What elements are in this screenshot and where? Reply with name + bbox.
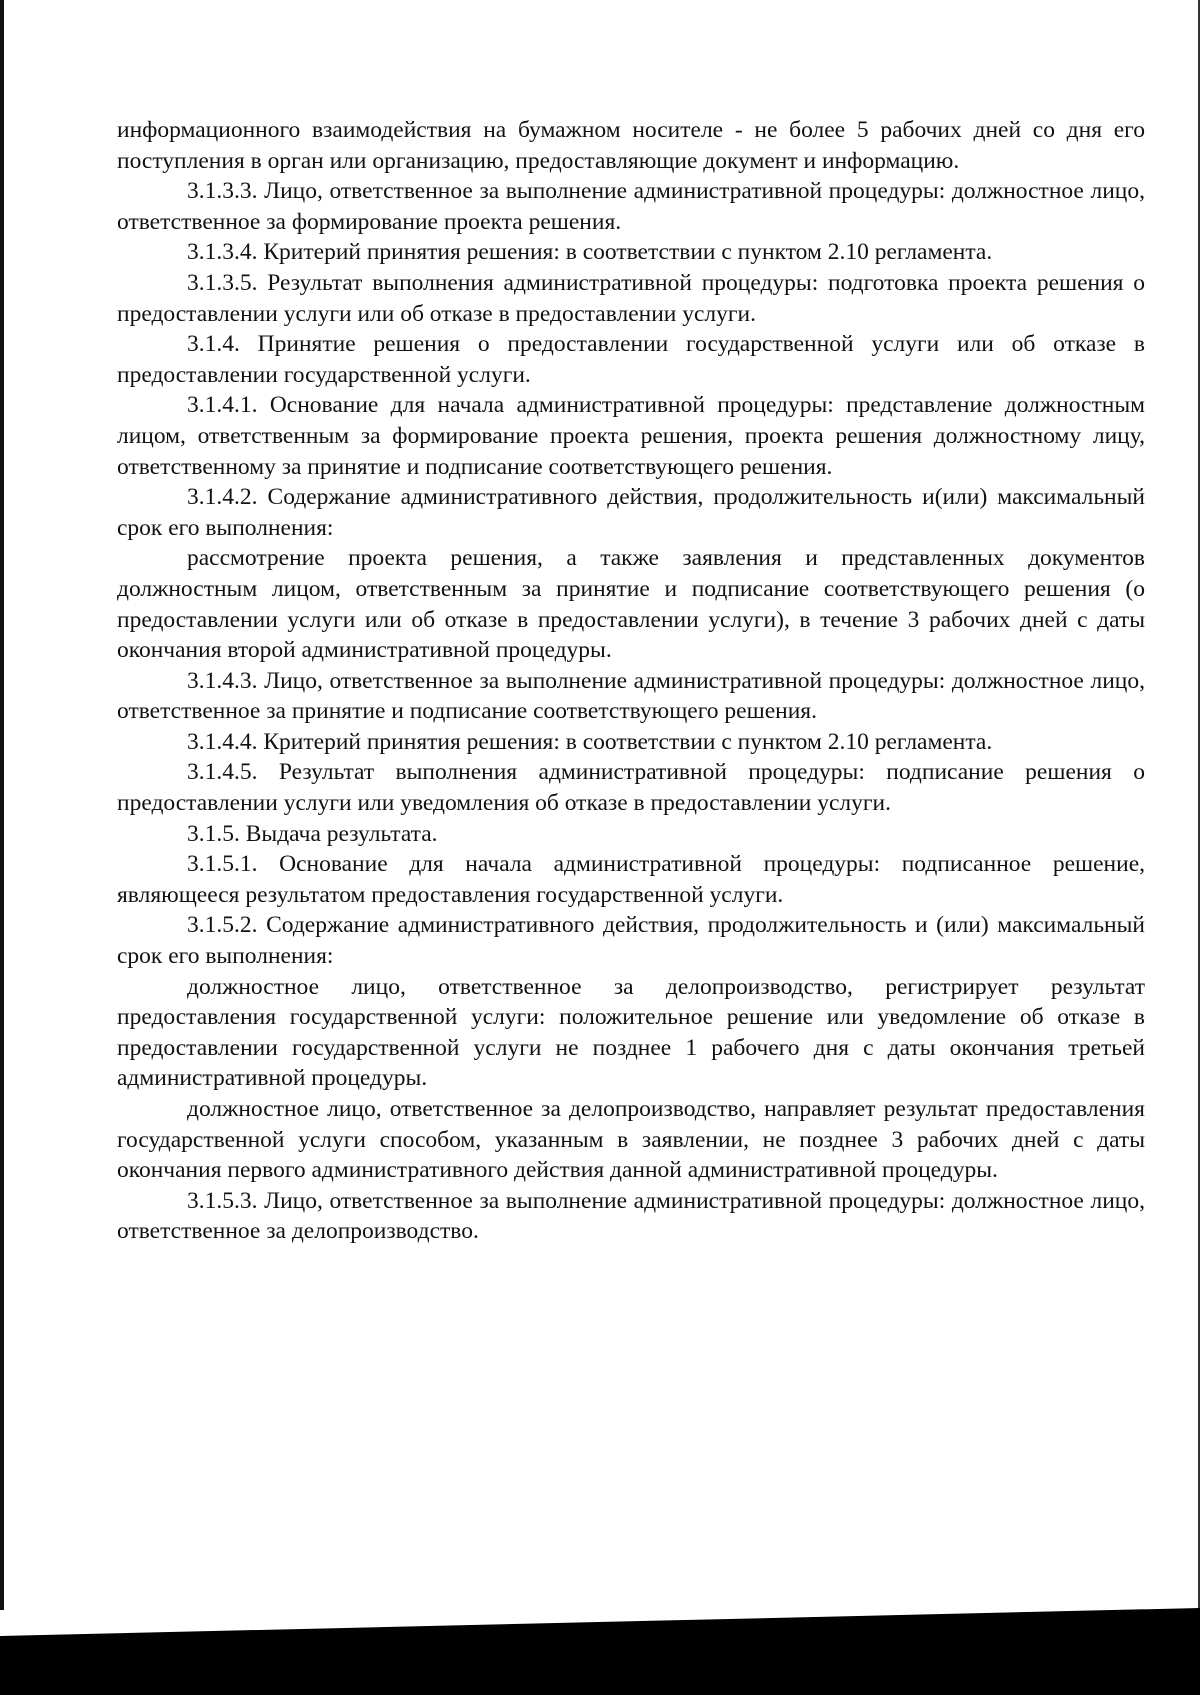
paragraph: 3.1.4. Принятие решения о предоставлении государственной услуги или об отказе в предоставлении государственной услуги.	[117, 331, 1145, 388]
scan-left-edge	[0, 0, 4, 1610]
paragraph: 3.1.5.2. Содержание административного действия, продолжительность и (или) максимальный срок его выполнения:	[117, 912, 1145, 970]
paragraph: 3.1.3.4. Критерий принятия решения: в соответствии с пунктом 2.10 регламента.	[187, 239, 993, 266]
paragraph: 3.1.4.1. Основание для начала административной процедуры: представление должностным лицом, ответственным за формирование проекта решения, проекта решения должностному лицу, ответственному за принятие и подписание соответствующего решения.	[117, 392, 1145, 480]
paragraph: 3.1.4.4. Критерий принятия решения: в соответствии с пунктом 2.10 регламента.	[187, 728, 993, 755]
paragraph: 3.1.5.3. Лицо, ответственное за выполнение административной процедуры: должностное лицо, ответственное за делопроизводство.	[117, 1187, 1145, 1245]
paragraph: 3.1.4.2. Содержание административного действия, продолжительность и(или) максимальный срок его выполнения:	[117, 484, 1145, 541]
paragraph: информационного взаимодействия на бумажном носителе - не более 5 рабочих дней со дня его поступления в орган или организацию, предоставляющие документ и информацию.	[117, 117, 1145, 174]
paragraph: 3.1.3.5. Результат выполнения административной процедуры: подготовка проекта решения о предоставлении услуги или об отказе в предоставлении услуги.	[117, 269, 1145, 327]
paragraph: должностное лицо, ответственное за делопроизводство, регистрирует результат предоставления государственной услуги: положительное решение или уведомление об отказе в предоставлении государственной услуги не позднее 1 рабочего дня с даты окончания третьей административной процедуры.	[117, 973, 1145, 1092]
paragraph: рассмотрение проекта решения, а также заявления и представленных документов должностным лицом, ответственным за принятие и подписание соответствующего решения (о предоставлении услуги или об отказе в предоставлении услуги), в течение 3 рабочих дней с даты окончания второй административной процедуры.	[117, 545, 1145, 664]
paragraph: 3.1.4.3. Лицо, ответственное за выполнение административной процедуры: должностное лицо, ответственное за принятие и подписание соответствующего решения.	[117, 667, 1145, 725]
paragraph: должностное лицо, ответственное за делопроизводство, направляет результат предоставления государственной услуги способом, указанным в заявлении, не позднее 3 рабочих дней с даты окончания первого административного действия данной административной процедуры.	[117, 1096, 1145, 1184]
paragraph: 3.1.5.1. Основание для начала административной процедуры: подписанное решение, являющееся результатом предоставления государственной услуги.	[117, 851, 1145, 908]
document-body	[117, 115, 1145, 1247]
scan-bottom-band	[0, 1608, 1200, 1695]
paragraph: 3.1.4.5. Результат выполнения административной процедуры: подписание решения о предоставлении услуги или уведомления об отказе в предоставлении услуги.	[117, 759, 1145, 817]
paragraph: 3.1.5. Выдача результата.	[187, 820, 438, 847]
paragraph: 3.1.3.3. Лицо, ответственное за выполнение административной процедуры: должностное лицо, ответственное за формирование проекта решения.	[117, 178, 1145, 235]
